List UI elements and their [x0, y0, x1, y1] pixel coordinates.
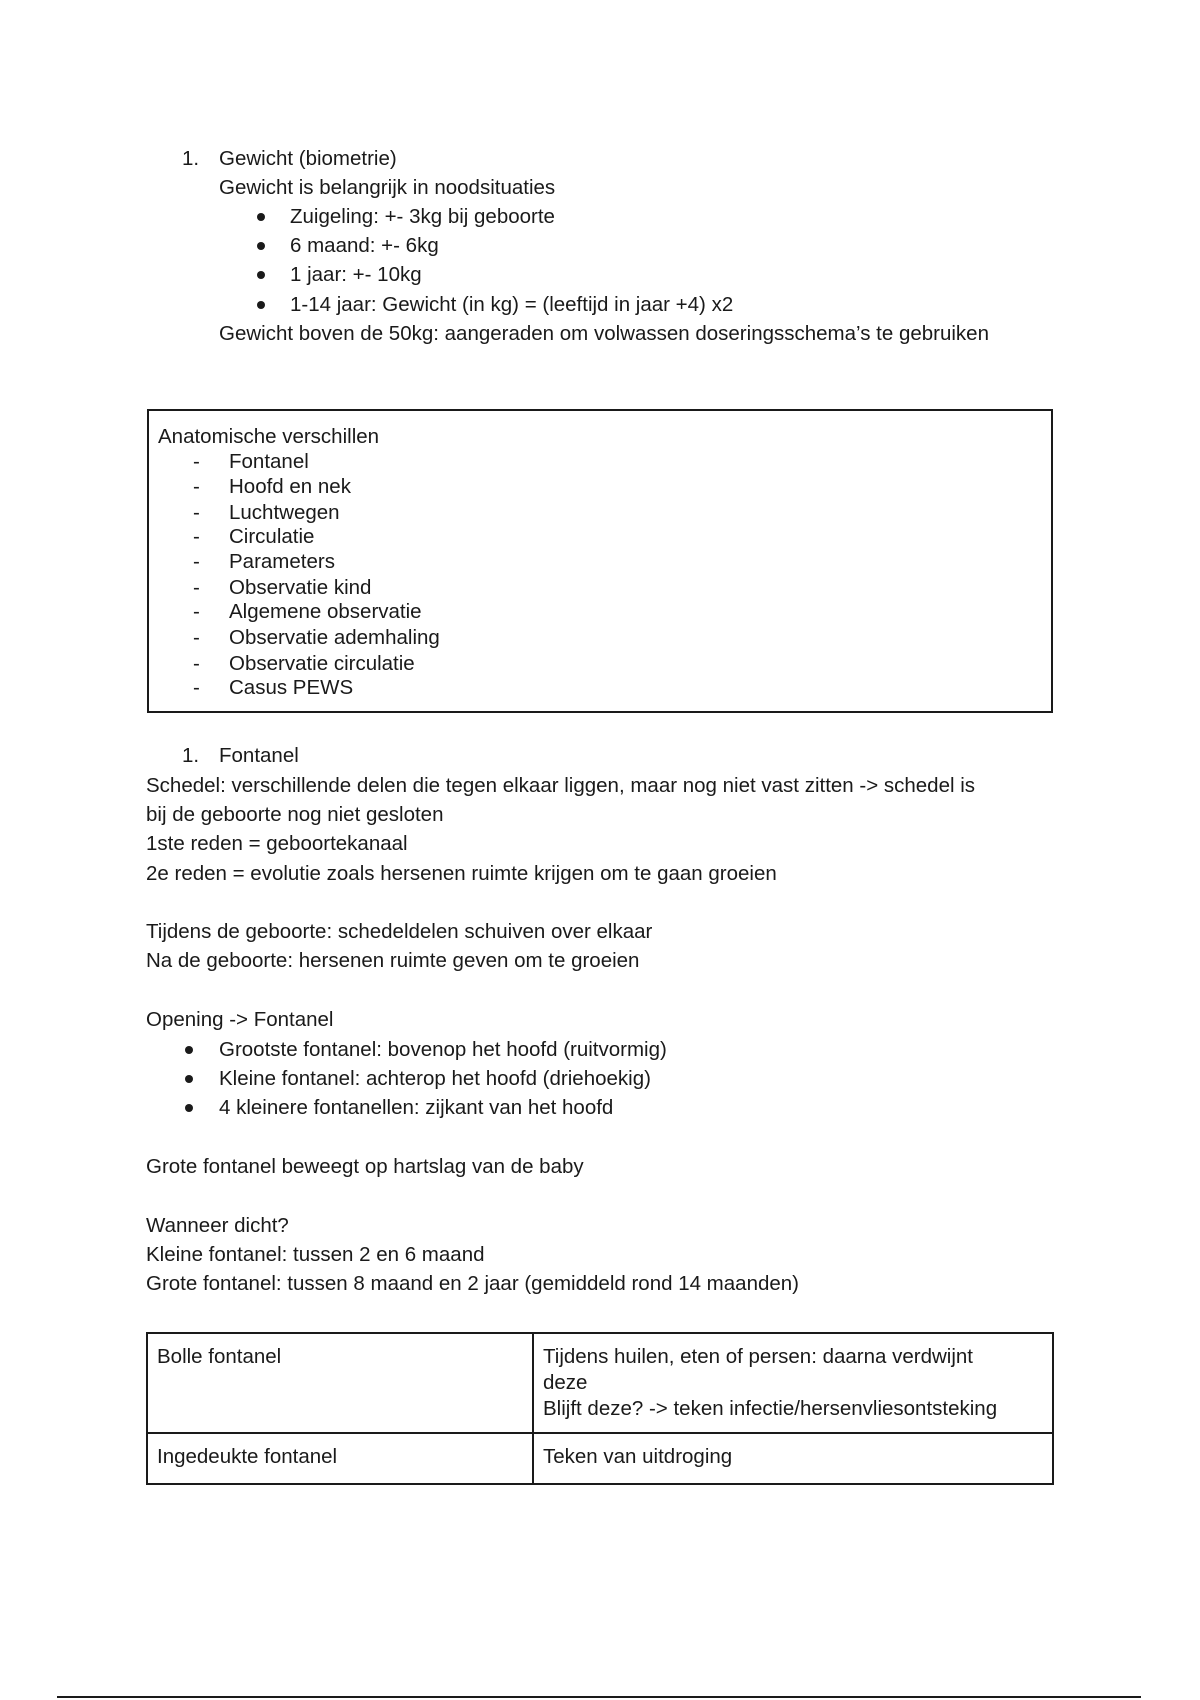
overview-title: Anatomische verschillen	[158, 425, 380, 448]
section2-number: 1.	[182, 744, 200, 767]
section1-heading: Gewicht (biometrie)	[219, 147, 397, 170]
cell-text: Teken van uitdroging	[543, 1445, 733, 1468]
list-dash: -	[193, 525, 200, 548]
cell-text: Blijft deze? -> teken infectie/hersenvliesontsteking	[543, 1397, 998, 1420]
table-row	[147, 1333, 1053, 1433]
section1-note: Gewicht boven de 50kg: aangeraden om volwassen doseringsschema’s te gebruiken	[219, 322, 989, 345]
paragraph-line: Grote fontanel: tussen 8 maand en 2 jaar (gemiddeld rond 14 maanden)	[146, 1272, 799, 1295]
section2-bullet-3: 4 kleinere fontanellen: zijkant van het hoofd	[219, 1096, 614, 1119]
overview-item: Fontanel	[229, 450, 309, 473]
section1-intro: Gewicht is belangrijk in noodsituaties	[219, 176, 556, 199]
section1-number: 1.	[182, 147, 200, 170]
section2-heading: Fontanel	[219, 744, 299, 767]
overview-item: Observatie kind	[229, 576, 372, 599]
overview-item: Casus PEWS	[229, 676, 354, 699]
list-dash: -	[193, 626, 200, 649]
list-dash: -	[193, 550, 200, 573]
cell-text: Ingedeukte fontanel	[157, 1445, 338, 1468]
bullet-dot	[257, 213, 265, 221]
cell-text: Bolle fontanel	[157, 1345, 282, 1368]
section1-bullet-4: 1-14 jaar: Gewicht (in kg) = (leeftijd in jaar +4) x2	[290, 293, 734, 316]
list-dash: -	[193, 600, 200, 623]
fontanel-table	[146, 1332, 1054, 1485]
table-row	[147, 1433, 1053, 1484]
list-dash: -	[193, 450, 200, 473]
bullet-dot	[185, 1104, 193, 1112]
paragraph-line: Na de geboorte: hersenen ruimte geven om te groeien	[146, 949, 640, 972]
bottom-rule	[57, 1696, 1141, 1698]
paragraph-line: 1ste reden = geboortekanaal	[146, 832, 408, 855]
overview-item: Hoofd en nek	[229, 475, 351, 498]
paragraph-line: Tijdens de geboorte: schedeldelen schuiven over elkaar	[146, 920, 653, 943]
overview-item: Algemene observatie	[229, 600, 422, 623]
list-dash: -	[193, 475, 200, 498]
bullet-dot	[257, 271, 265, 279]
paragraph-line: Schedel: verschillende delen die tegen elkaar liggen, maar nog niet vast zitten -> schedel is	[146, 774, 976, 797]
overview-item: Luchtwegen	[229, 501, 340, 524]
paragraph-line: 2e reden = evolutie zoals hersenen ruimte krijgen om te gaan groeien	[146, 862, 777, 885]
section1-bullet-3: 1 jaar: +- 10kg	[290, 263, 422, 286]
list-dash: -	[193, 676, 200, 699]
table-cell-label	[147, 1333, 533, 1433]
table-cell-label	[147, 1433, 533, 1484]
bullet-dot	[185, 1046, 193, 1054]
paragraph-line: Wanneer dicht?	[146, 1214, 289, 1237]
overview-box	[147, 409, 1053, 713]
bullet-dot	[257, 242, 265, 250]
section1-bullet-2: 6 maand: +- 6kg	[290, 234, 439, 257]
list-dash: -	[193, 652, 200, 675]
list-dash: -	[193, 576, 200, 599]
section2-bullet-2: Kleine fontanel: achterop het hoofd (driehoekig)	[219, 1067, 651, 1090]
bullet-dot	[185, 1075, 193, 1083]
table-cell-desc	[533, 1333, 1053, 1433]
overview-item: Observatie ademhaling	[229, 626, 440, 649]
table-cell-desc	[533, 1433, 1053, 1484]
list-dash: -	[193, 501, 200, 524]
section2-bullet-1: Grootste fontanel: bovenop het hoofd (ruitvormig)	[219, 1038, 667, 1061]
overview-item: Parameters	[229, 550, 335, 573]
overview-item: Observatie circulatie	[229, 652, 415, 675]
paragraph-line: bij de geboorte nog niet gesloten	[146, 803, 444, 826]
paragraph-line: Kleine fontanel: tussen 2 en 6 maand	[146, 1243, 485, 1266]
cell-text: Tijdens huilen, eten of persen: daarna verdwijnt	[543, 1345, 973, 1368]
overview-item: Circulatie	[229, 525, 315, 548]
paragraph-line: Grote fontanel beweegt op hartslag van de baby	[146, 1155, 584, 1178]
section1-bullet-1: Zuigeling: +- 3kg bij geboorte	[290, 205, 555, 228]
paragraph-line: Opening -> Fontanel	[146, 1008, 334, 1031]
bullet-dot	[257, 301, 265, 309]
cell-text: deze	[543, 1371, 588, 1394]
